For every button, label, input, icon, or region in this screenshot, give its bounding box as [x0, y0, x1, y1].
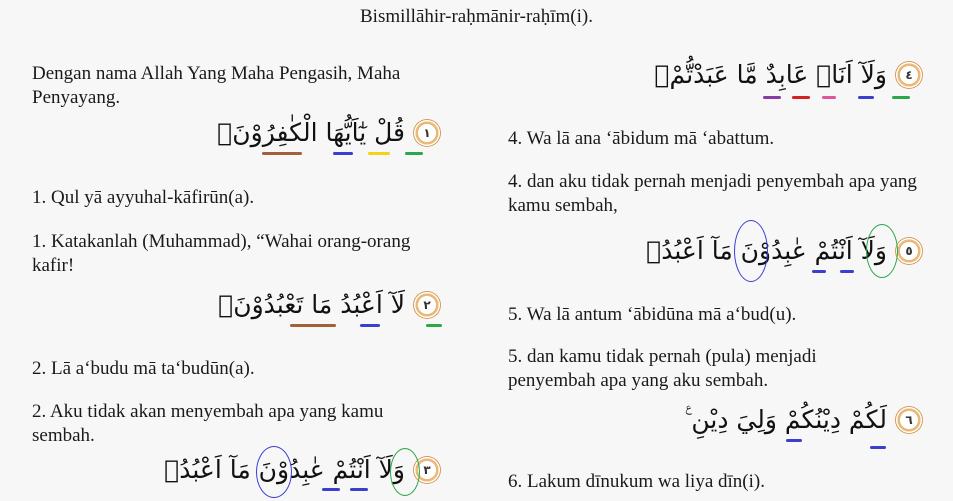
tajwid-mark [360, 324, 380, 327]
ayah-4-transliteration: 4. Wa lā ana ‘ābidum mā ‘abattum. [508, 128, 775, 149]
ayah-1-arabic [217, 118, 441, 147]
ayah-number-medal-icon: ٦ [895, 406, 923, 434]
tajwid-mark [840, 270, 854, 273]
tajwid-mark [368, 152, 390, 155]
ayah-2-transliteration: 2. Lā a‘budu mā ta‘budūn(a). [32, 358, 255, 379]
ayah-2-text: لَآ اَعْبُدُ مَا تَعْبُدُوْنَۙ [218, 290, 405, 319]
ayah-4-arabic [655, 60, 923, 89]
ayah-5-translation: 5. dan kamu tidak pernah (pula) menjadi penyembah apa yang aku sembah. [508, 346, 817, 391]
ayah-2-translation: 2. Aku tidak akan menyembah apa yang kamu sembah. [32, 401, 384, 446]
tajwid-mark [333, 152, 353, 155]
tajwid-mark [290, 324, 336, 327]
tajwid-mark [350, 488, 368, 491]
tajwid-circle [866, 224, 898, 278]
ayah-number-medal-icon: ١ [413, 119, 441, 147]
ayah-number-medal-icon: ٥ [895, 237, 923, 265]
ayah-4-text: وَلَآ اَنَا۠ عَابِدٌ مَّا عَبَدْتُّمْۙ [654, 60, 887, 89]
tajwid-mark [870, 446, 886, 449]
tajwid-mark [262, 152, 302, 155]
tajwid-mark [426, 324, 442, 327]
ayah-6-transliteration: 6. Lakum dīnukum wa liya dīn(i). [508, 471, 765, 492]
tajwid-mark [786, 439, 802, 442]
bismillah-title: Bismillāhir-raḥmānir-raḥīm(i). [360, 6, 593, 27]
tajwid-mark [792, 96, 810, 99]
ayah-number-medal-icon: ٤ [895, 61, 923, 89]
ayah-1-translation: 1. Katakanlah (Muhammad), “Wahai orang-orang kafir! [32, 231, 411, 276]
tajwid-mark [812, 270, 826, 273]
ayah-1-transliteration: 1. Qul yā ayyuhal-kāfirūn(a). [32, 187, 255, 208]
tajwid-mark [322, 488, 340, 491]
ayah-5-text: وَلَآ اَنْتُمْ عٰبِدُوْنَ مَآ اَعْبُدُۗ [646, 236, 887, 265]
ayah-3-text: وَلَآ اَنْتُمْ عٰبِدُوْنَ مَآ اَعْبُدُۚ [164, 455, 405, 484]
tajwid-circle [390, 448, 420, 496]
tajwid-mark [858, 96, 874, 99]
ayah-4-translation: 4. dan aku tidak pernah menjadi penyembah apa yang kamu sembah, [508, 171, 917, 216]
ayah-5-transliteration: 5. Wa lā antum ‘ābidūna mā a‘bud(u). [508, 304, 797, 325]
tajwid-mark [763, 96, 781, 99]
intro-translation: Dengan nama Allah Yang Maha Pengasih, Maha Penyayang. [32, 63, 401, 108]
ayah-1-text: قُلْ يٰٓاَيُّهَا الْكٰفِرُوْنَۙ [217, 118, 405, 147]
tajwid-mark [405, 152, 423, 155]
ayah-6-text: لَكُمْ دِيْنُكُمْ وَلِيَ دِيْنِ ࣖ [685, 405, 887, 434]
ayah-number-medal-icon: ٢ [413, 291, 441, 319]
ayah-number-medal-icon: ٣ [413, 456, 441, 484]
tajwid-mark [892, 96, 910, 99]
tajwid-circle [256, 446, 292, 498]
tajwid-circle [734, 220, 768, 282]
ayah-2-arabic [218, 290, 441, 319]
tajwid-mark [822, 96, 836, 99]
ayah-6-arabic [685, 405, 923, 435]
